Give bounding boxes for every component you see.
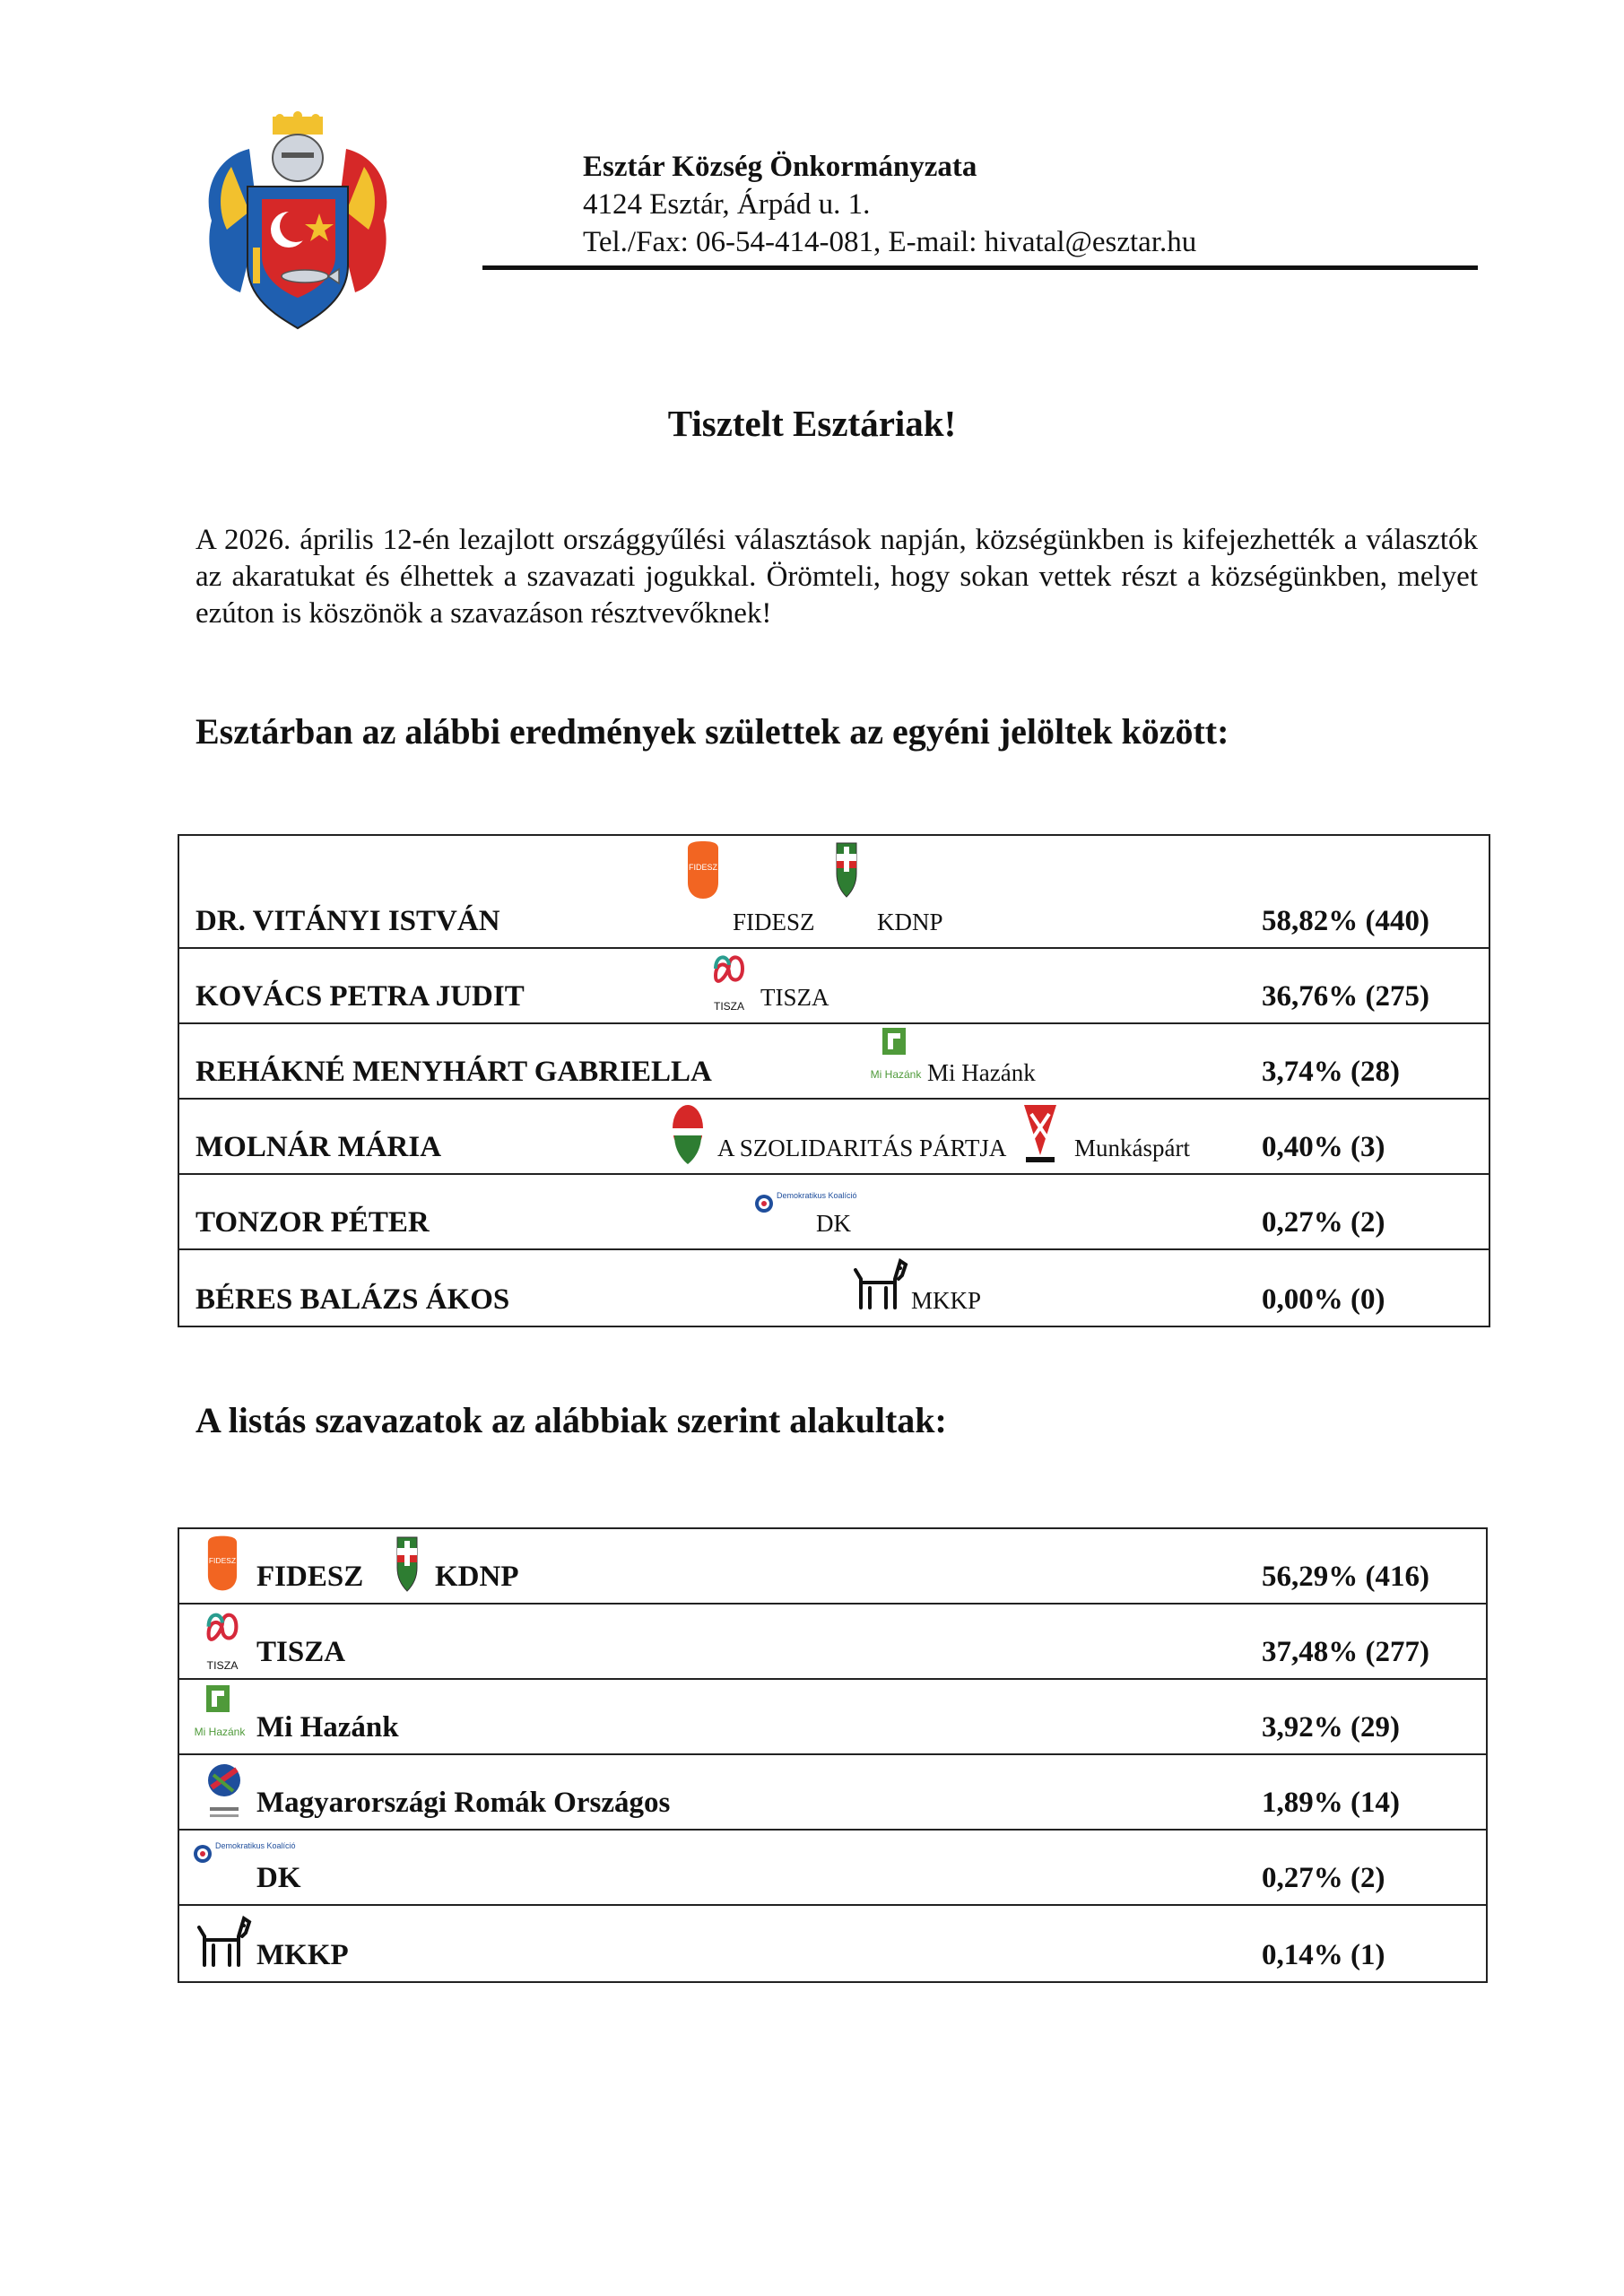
candidate-name: TONZOR PÉTER <box>195 1206 430 1239</box>
fidesz-logo-text: FIDESZ <box>208 1556 237 1565</box>
candidate-result: 0,00% (0) <box>1262 1283 1385 1316</box>
tisza-logo-text: TISZA <box>713 1000 745 1013</box>
list-result: 0,14% (1) <box>1262 1939 1385 1971</box>
mihazank-logo-icon <box>868 1024 924 1091</box>
table-row <box>179 1605 1486 1680</box>
candidate-name: MOLNÁR MÁRIA <box>195 1131 442 1163</box>
list-party-name-2: KDNP <box>435 1561 519 1593</box>
tisza-logo-icon <box>710 949 748 1015</box>
greeting: Tisztelt Esztáriak! <box>667 403 957 444</box>
letterhead-org: Esztár Község Önkormányzata <box>583 151 977 183</box>
letterhead-contact: Tel./Fax: 06-54-414-081, E-mail: hivatal@esztar.hu <box>583 226 1197 258</box>
list-party-name: Mi Hazánk <box>256 1711 399 1744</box>
table-row <box>179 1100 1489 1175</box>
candidate-name: REHÁKNÉ MENYHÁRT GABRIELLA <box>195 1056 712 1088</box>
candidate-result: 3,74% (28) <box>1262 1056 1400 1088</box>
candidate-result: 58,82% (440) <box>1262 905 1429 937</box>
list-table <box>178 1527 1488 1983</box>
list-result: 0,27% (2) <box>1262 1862 1385 1894</box>
candidate-name: BÉRES BALÁZS ÁKOS <box>195 1283 510 1316</box>
mihazank-logo-icon <box>192 1682 248 1748</box>
list-result: 37,48% (277) <box>1262 1636 1429 1668</box>
list-party-name: TISZA <box>256 1636 346 1668</box>
kdnp-logo-icon <box>395 1531 420 1594</box>
tisza-logo-text: TISZA <box>206 1658 239 1672</box>
kdnp-logo-icon <box>834 838 859 899</box>
tisza-logo-icon <box>203 1606 242 1674</box>
table-row <box>179 836 1489 949</box>
party-label: A SZOLIDARITÁS PÁRTJA <box>717 1135 1007 1161</box>
table-row <box>179 1906 1486 1981</box>
candidate-name: KOVÁCS PETRA JUDIT <box>195 980 525 1013</box>
table-row <box>179 1175 1489 1250</box>
coat-of-arms-icon <box>195 113 400 335</box>
table-row <box>179 1529 1486 1605</box>
candidate-result: 0,27% (2) <box>1262 1206 1385 1239</box>
party-label: Mi Hazánk <box>927 1059 1036 1086</box>
fidesz-logo-icon <box>686 839 720 900</box>
candidate-result: 36,76% (275) <box>1262 980 1429 1013</box>
list-party-name: DK <box>256 1862 301 1894</box>
party-label: DK <box>816 1210 851 1237</box>
candidates-table <box>178 834 1490 1327</box>
list-party-name: MKKP <box>256 1939 349 1971</box>
dk-logo-text: Demokratikus Koalíció <box>777 1191 857 1200</box>
fidesz-logo-text: FIDESZ <box>688 863 718 872</box>
mihazank-logo-text: Mi Hazánk <box>194 1726 246 1738</box>
party-label: FIDESZ <box>733 909 815 935</box>
party-label: TISZA <box>760 984 829 1011</box>
szolidaritas-logo-icon <box>671 1101 705 1166</box>
party-label: KDNP <box>877 909 943 935</box>
list-result: 3,92% (29) <box>1262 1711 1400 1744</box>
mkkp-dog-logo-icon <box>197 1909 251 1972</box>
dk-logo-icon <box>753 1186 857 1222</box>
list-result: 1,89% (14) <box>1262 1787 1400 1819</box>
letterhead-address: 4124 Esztár, Árpád u. 1. <box>583 188 871 221</box>
table-row <box>179 1024 1489 1100</box>
letterhead-rule <box>482 265 1478 270</box>
list-party-name: FIDESZ <box>256 1561 364 1593</box>
party-label: MKKP <box>911 1287 982 1314</box>
intro-paragraph: A 2026. április 12-én lezajlott országgyűlési választások napján, községünkben is kifejezhették a választók az akaratukat és élhettek a szavazati jogukkal. Örömteli, hogy sokan vettek részt a községünkben, melyet ezúton is köszönök a szavazáson résztvevőknek! <box>195 524 1478 630</box>
table-row <box>179 1680 1486 1755</box>
table-row <box>179 1755 1486 1831</box>
candidate-result: 0,40% (3) <box>1262 1131 1385 1163</box>
table-row <box>179 949 1489 1024</box>
dk-logo-icon <box>192 1836 296 1872</box>
roma-party-logo-icon <box>203 1757 244 1823</box>
candidate-name: DR. VITÁNYI ISTVÁN <box>195 905 500 937</box>
party-label: Munkáspárt <box>1074 1135 1190 1161</box>
table-row <box>179 1831 1486 1906</box>
mkkp-dog-logo-icon <box>854 1252 908 1315</box>
candidates-section-title: Esztárban az alábbi eredmények születtek az egyéni jelöltek között: <box>195 711 1229 752</box>
mihazank-logo-text: Mi Hazánk <box>870 1068 922 1081</box>
table-row <box>179 1250 1489 1326</box>
list-section-title: A listás szavazatok az alábbiak szerint alakultak: <box>195 1400 947 1440</box>
munkaspart-logo-icon <box>1020 1101 1060 1166</box>
list-party-name: Magyarországi Romák Országos <box>256 1787 671 1819</box>
fidesz-logo-icon <box>206 1531 239 1596</box>
dk-logo-text: Demokratikus Koalíció <box>215 1841 296 1850</box>
list-result: 56,29% (416) <box>1262 1561 1429 1593</box>
